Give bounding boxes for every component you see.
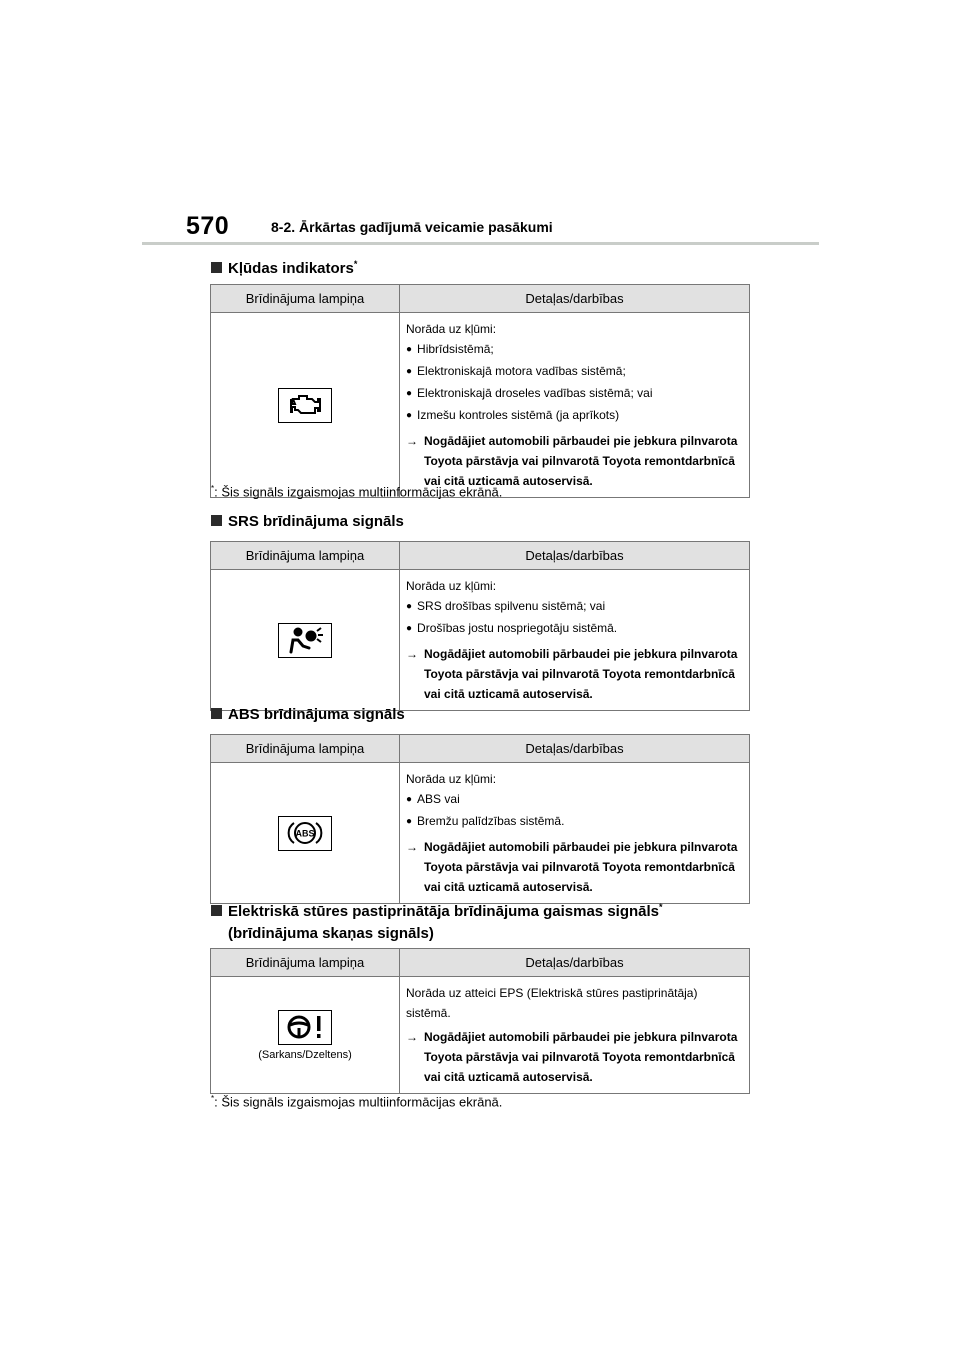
list-item: ● Izmešu kontroles sistēmā (ja aprīkots): [406, 405, 743, 427]
details-intro: Norāda uz kļūmi:: [406, 772, 497, 786]
details-cell: [400, 977, 750, 1094]
list-item: ● Elektroniskajā droseles vadības sistēmā; vai: [406, 383, 743, 405]
header-lamp: Brīdinājuma lampiņa: [211, 949, 400, 977]
details-cell: [400, 313, 750, 498]
footnote-mark: *: [659, 902, 663, 912]
abs-icon: [278, 816, 332, 851]
arrow-icon: →: [406, 1030, 418, 1044]
header-lamp: Brīdinājuma lampiņa: [211, 542, 400, 570]
square-bullet-icon: [211, 262, 222, 273]
malfunction-indicator-table: [210, 284, 750, 498]
footnote: *: Šis signāls izgaismojas multiinformācijas ekrānā.: [211, 484, 503, 500]
details-intro: Norāda uz atteici EPS (Elektriskā stūres pastiprinātāja) sistēmā.: [406, 986, 698, 1020]
lamp-cell: [211, 313, 400, 498]
header-details: Detaļas/darbības: [400, 542, 750, 570]
action-instruction: → Nogādājiet automobili pārbaudei pie jebkura pilnvarota Toyota pārstāvja vai pilnvarotā Toyota remontdarbnīcā vai citā uzticamā autoservisā.: [406, 837, 743, 897]
arrow-icon: →: [406, 647, 418, 661]
srs-warning-table: [210, 541, 750, 711]
list-item: ● SRS drošības spilvenu sistēmā; vai: [406, 596, 743, 618]
details-intro: Norāda uz kļūmi:: [406, 322, 497, 336]
list-item: ● Elektroniskajā motora vadības sistēmā;: [406, 361, 743, 383]
square-bullet-icon: [211, 515, 222, 526]
header-lamp: Brīdinājuma lampiņa: [211, 735, 400, 763]
section-title-srs: SRS brīdinājuma signāls: [211, 511, 404, 532]
lamp-cell: [211, 570, 400, 711]
list-item: ● ABS vai: [406, 789, 743, 811]
section-title-abs: ABS brīdinājuma signāls: [211, 704, 405, 725]
action-instruction: → Nogādājiet automobili pārbaudei pie jebkura pilnvarota Toyota pārstāvja vai pilnvarotā Toyota remontdarbnīcā vai citā uzticamā autoservisā.: [406, 1027, 743, 1087]
header-details: Detaļas/darbības: [400, 949, 750, 977]
details-cell: [400, 763, 750, 904]
header-details: Detaļas/darbības: [400, 735, 750, 763]
check-engine-icon: [278, 388, 332, 423]
square-bullet-icon: [211, 905, 222, 916]
chapter-title: 8-2. Ārkārtas gadījumā veicamie pasākumi: [271, 219, 553, 235]
list-item: ● Hibrīdsistēmā;: [406, 339, 743, 361]
abs-icon-text: ABS: [295, 828, 315, 839]
steering-warning-icon: [278, 1010, 332, 1045]
action-instruction: → Nogādājiet automobili pārbaudei pie jebkura pilnvarota Toyota pārstāvja vai pilnvarotā Toyota remontdarbnīcā vai citā uzticamā autoservisā.: [406, 431, 743, 491]
header-divider: [142, 242, 819, 245]
arrow-icon: →: [406, 840, 418, 854]
details-intro: Norāda uz kļūmi:: [406, 579, 497, 593]
header-details: Detaļas/darbības: [400, 285, 750, 313]
abs-warning-table: [210, 734, 750, 904]
lamp-cell: [211, 763, 400, 904]
lamp-cell: [211, 977, 400, 1094]
arrow-icon: →: [406, 434, 418, 448]
eps-warning-table: [210, 948, 750, 1094]
section-title-eps: Elektriskā stūres pastiprinātāja brīdinājuma gaismas signāls* (brīdinājuma skaņas signāls): [211, 897, 663, 944]
footnote: *: Šis signāls izgaismojas multiinformācijas ekrānā.: [211, 1094, 503, 1110]
list-item: ● Bremžu palīdzības sistēmā.: [406, 811, 743, 833]
header-lamp: Brīdinājuma lampiņa: [211, 285, 400, 313]
action-instruction: → Nogādājiet automobili pārbaudei pie jebkura pilnvarota Toyota pārstāvja vai pilnvarotā Toyota remontdarbnīcā vai citā uzticamā autoservisā.: [406, 644, 743, 704]
square-bullet-icon: [211, 708, 222, 719]
page-number: 570: [186, 212, 230, 240]
details-cell: [400, 570, 750, 711]
lamp-color-caption: (Sarkans/Dzeltens): [258, 1048, 352, 1061]
airbag-icon: [278, 623, 332, 658]
list-item: ● Drošības jostu nospriegotāju sistēmā.: [406, 618, 743, 640]
footnote-mark: *: [353, 259, 358, 269]
section-title-malfunction-indicator: Kļūdas indikators*: [211, 254, 357, 279]
